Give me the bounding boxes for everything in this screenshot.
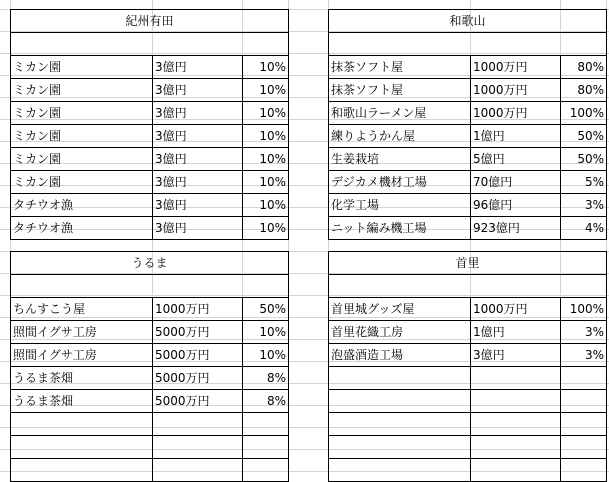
amount-cell[interactable]: 3億円 <box>153 79 243 102</box>
name-cell[interactable]: タチウオ漁 <box>11 194 153 217</box>
amount-cell[interactable]: 3億円 <box>471 344 561 367</box>
table-uruma <box>10 251 288 482</box>
percent-cell[interactable] <box>243 459 289 482</box>
name-cell[interactable]: うるま茶畑 <box>11 390 153 413</box>
table-row <box>11 148 289 171</box>
amount-cell[interactable]: 3億円 <box>153 171 243 194</box>
amount-cell[interactable]: 5億円 <box>471 148 561 171</box>
amount-cell[interactable]: 3億円 <box>153 194 243 217</box>
name-cell[interactable] <box>329 436 471 459</box>
percent-cell[interactable]: 10% <box>243 344 289 367</box>
amount-cell[interactable] <box>153 436 243 459</box>
name-cell[interactable]: うるま茶畑 <box>11 367 153 390</box>
table-body <box>11 298 289 482</box>
percent-cell[interactable]: 10% <box>243 102 289 125</box>
table-row <box>11 390 289 413</box>
amount-cell[interactable]: 1000万円 <box>471 102 561 125</box>
percent-cell[interactable]: 100% <box>561 298 607 321</box>
amount-cell[interactable]: 5000万円 <box>153 321 243 344</box>
name-cell[interactable]: 練りようかん屋 <box>329 125 471 148</box>
table-row <box>329 56 607 79</box>
table-title[interactable]: 和歌山 <box>329 10 607 33</box>
percent-cell[interactable]: 50% <box>561 125 607 148</box>
percent-cell[interactable]: 3% <box>561 194 607 217</box>
amount-cell[interactable]: 1億円 <box>471 321 561 344</box>
empty-cell[interactable] <box>11 33 289 56</box>
table-row <box>329 436 607 459</box>
percent-cell[interactable]: 10% <box>243 321 289 344</box>
name-cell[interactable]: 照間イグサ工房 <box>11 344 153 367</box>
name-cell[interactable]: ちんすこう屋 <box>11 298 153 321</box>
table-row <box>11 459 289 482</box>
name-cell[interactable]: 首里城グッズ屋 <box>329 298 471 321</box>
table-title[interactable]: 紀州有田 <box>11 10 289 33</box>
table-row <box>11 298 289 321</box>
table-row <box>329 125 607 148</box>
table-title[interactable]: うるま <box>11 252 289 275</box>
table-row <box>329 171 607 194</box>
percent-cell[interactable] <box>561 367 607 390</box>
table-wakayama <box>328 9 606 240</box>
table-row <box>11 102 289 125</box>
name-cell[interactable]: 化学工場 <box>329 194 471 217</box>
table-row <box>329 413 607 436</box>
percent-cell[interactable]: 80% <box>561 56 607 79</box>
amount-cell[interactable]: 1億円 <box>471 125 561 148</box>
table-row <box>11 413 289 436</box>
name-cell[interactable]: ミカン園 <box>11 171 153 194</box>
amount-cell[interactable]: 923億円 <box>471 217 561 240</box>
percent-cell[interactable]: 10% <box>243 56 289 79</box>
table-row <box>11 171 289 194</box>
table-row <box>329 148 607 171</box>
amount-cell[interactable]: 1000万円 <box>471 79 561 102</box>
amount-cell[interactable]: 1000万円 <box>471 298 561 321</box>
name-cell[interactable] <box>329 390 471 413</box>
name-cell[interactable] <box>329 367 471 390</box>
amount-cell[interactable] <box>471 367 561 390</box>
table-row <box>11 56 289 79</box>
percent-cell[interactable]: 10% <box>243 148 289 171</box>
table-title[interactable]: 首里 <box>329 252 607 275</box>
name-cell[interactable]: タチウオ漁 <box>11 217 153 240</box>
name-cell[interactable]: 生姜栽培 <box>329 148 471 171</box>
amount-cell[interactable]: 5000万円 <box>153 344 243 367</box>
percent-cell[interactable] <box>561 459 607 482</box>
name-cell[interactable]: 首里花織工房 <box>329 321 471 344</box>
percent-cell[interactable] <box>243 413 289 436</box>
amount-cell[interactable]: 3億円 <box>153 56 243 79</box>
percent-cell[interactable] <box>561 436 607 459</box>
name-cell[interactable]: ミカン園 <box>11 148 153 171</box>
amount-cell[interactable]: 5000万円 <box>153 367 243 390</box>
name-cell[interactable]: ミカン園 <box>11 56 153 79</box>
percent-cell[interactable]: 50% <box>243 298 289 321</box>
name-cell[interactable] <box>11 459 153 482</box>
table-row <box>11 125 289 148</box>
table-row <box>329 367 607 390</box>
amount-cell[interactable] <box>471 390 561 413</box>
name-cell[interactable] <box>11 436 153 459</box>
amount-cell[interactable]: 3億円 <box>153 148 243 171</box>
amount-cell[interactable]: 1000万円 <box>471 56 561 79</box>
table-row <box>329 321 607 344</box>
percent-cell[interactable]: 3% <box>561 344 607 367</box>
percent-cell[interactable]: 8% <box>243 390 289 413</box>
amount-cell[interactable]: 3億円 <box>153 125 243 148</box>
name-cell[interactable]: ミカン園 <box>11 79 153 102</box>
table-row <box>329 79 607 102</box>
name-cell[interactable]: ミカン園 <box>11 102 153 125</box>
amount-cell[interactable] <box>471 436 561 459</box>
percent-cell[interactable] <box>243 436 289 459</box>
table-row <box>329 102 607 125</box>
amount-cell[interactable] <box>153 413 243 436</box>
table-row <box>11 367 289 390</box>
table-body <box>329 298 607 482</box>
name-cell[interactable] <box>11 413 153 436</box>
empty-cell[interactable] <box>329 33 607 56</box>
amount-cell[interactable] <box>471 413 561 436</box>
percent-cell[interactable]: 80% <box>561 79 607 102</box>
percent-cell[interactable] <box>561 413 607 436</box>
table-body <box>329 56 607 240</box>
percent-cell[interactable]: 8% <box>243 367 289 390</box>
name-cell[interactable]: 抹茶ソフト屋 <box>329 79 471 102</box>
table-body <box>11 56 289 240</box>
name-cell[interactable]: デジカメ機材工場 <box>329 171 471 194</box>
name-cell[interactable] <box>329 413 471 436</box>
name-cell[interactable] <box>329 459 471 482</box>
percent-cell[interactable]: 50% <box>561 148 607 171</box>
name-cell[interactable]: 照間イグサ工房 <box>11 321 153 344</box>
percent-cell[interactable]: 10% <box>243 194 289 217</box>
table-row <box>329 298 607 321</box>
percent-cell[interactable]: 5% <box>561 171 607 194</box>
amount-cell[interactable]: 1000万円 <box>153 298 243 321</box>
percent-cell[interactable]: 10% <box>243 79 289 102</box>
table-row <box>11 217 289 240</box>
table-row <box>11 344 289 367</box>
table-shuri <box>328 251 606 482</box>
table-row <box>329 459 607 482</box>
amount-cell[interactable]: 3億円 <box>153 102 243 125</box>
amount-cell[interactable]: 5000万円 <box>153 390 243 413</box>
amount-cell[interactable]: 96億円 <box>471 194 561 217</box>
percent-cell[interactable]: 3% <box>561 321 607 344</box>
name-cell[interactable]: 抹茶ソフト屋 <box>329 56 471 79</box>
percent-cell[interactable]: 10% <box>243 171 289 194</box>
table-row <box>11 194 289 217</box>
table-kishu-arida <box>10 9 288 240</box>
percent-cell[interactable]: 100% <box>561 102 607 125</box>
table-row <box>329 390 607 413</box>
name-cell[interactable]: ニット編み機工場 <box>329 217 471 240</box>
name-cell[interactable]: ミカン園 <box>11 125 153 148</box>
percent-cell[interactable] <box>561 390 607 413</box>
empty-cell[interactable] <box>11 275 289 298</box>
name-cell[interactable]: 和歌山ラーメン屋 <box>329 102 471 125</box>
amount-cell[interactable] <box>471 459 561 482</box>
table-row <box>329 344 607 367</box>
amount-cell[interactable]: 70億円 <box>471 171 561 194</box>
table-row <box>11 436 289 459</box>
amount-cell[interactable]: 3億円 <box>153 217 243 240</box>
table-row <box>329 217 607 240</box>
empty-cell[interactable] <box>329 275 607 298</box>
percent-cell[interactable]: 4% <box>561 217 607 240</box>
table-row <box>329 194 607 217</box>
name-cell[interactable]: 泡盛酒造工場 <box>329 344 471 367</box>
amount-cell[interactable] <box>153 459 243 482</box>
table-row <box>11 79 289 102</box>
percent-cell[interactable]: 10% <box>243 125 289 148</box>
percent-cell[interactable]: 10% <box>243 217 289 240</box>
table-row <box>11 321 289 344</box>
